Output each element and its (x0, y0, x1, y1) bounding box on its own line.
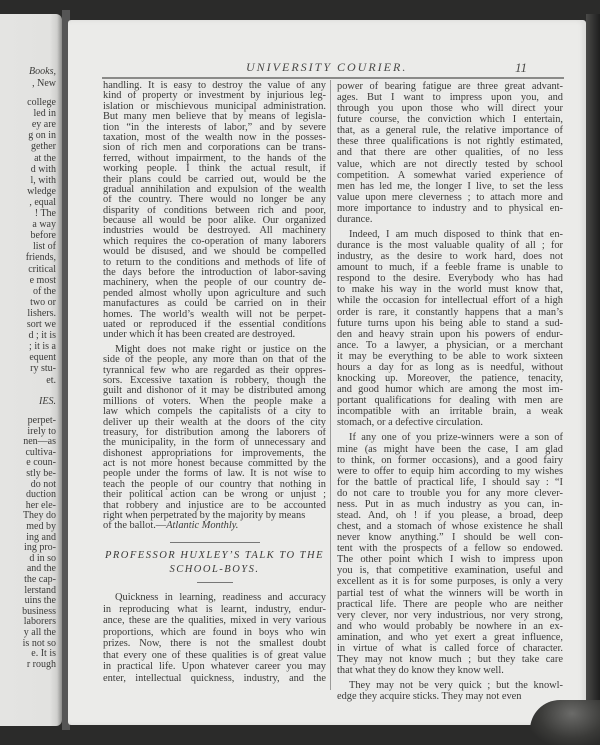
facing-page-text: e. It is (31, 648, 56, 660)
header-rule (102, 77, 564, 79)
text-line: and that there are other qualities, of no less (337, 147, 563, 159)
text-line: it may be everything to be able to work sixteen (337, 350, 563, 362)
facing-page-text: sort we (26, 319, 56, 330)
facing-page-text: g on in (28, 130, 56, 142)
text-line: more importance to industry and to physical en- (337, 202, 563, 214)
column-divider (330, 80, 331, 690)
text-line: ance. To a lawyer, a physician, or a merchant (337, 339, 563, 351)
text-line: very clever, nor very industrious, nor very strong, (337, 609, 563, 621)
text-line: Indeed, I am much disposed to think that en- (349, 229, 563, 241)
text-line: value upon mere cleverness ; to attach more and (337, 191, 563, 203)
facing-page-text: Books, (29, 66, 56, 77)
text-line: would be disused, and we should be compelled (103, 247, 326, 258)
text-line: guilt and dishonor of it may be distributed among (103, 386, 326, 397)
text-line: respond to the desire. Everybody who has had (337, 273, 563, 285)
facing-page-text: ; it is a (29, 341, 56, 353)
title-rule (197, 582, 233, 583)
facing-page-text: is not so (22, 637, 56, 649)
facing-page-text: laborers (23, 616, 56, 628)
facing-page-text: two or (30, 296, 56, 308)
text-line: that, as a general rule, the relative importance of (337, 125, 563, 137)
text-line: value, which are not directly tested by school (337, 158, 563, 170)
facing-page-text: d with (30, 163, 56, 175)
text-line: never know anything.” I should be well con- (337, 532, 563, 544)
text-line: tyrannical few who are regarded as their oppres- (103, 365, 326, 376)
text-line: their political action can be wrong or unjust ; (103, 490, 326, 501)
text-line: dishonest appropriations for improvements, the (103, 448, 326, 459)
facing-page-text: a way (32, 219, 56, 231)
text-line: ance, these are the qualities, mixed in very various (103, 615, 326, 626)
facing-page-text: wledge (27, 185, 56, 197)
text-line: that every one of these qualities is of great value (103, 649, 326, 661)
text-line: Quickness in learning, readiness and accuracy (115, 592, 326, 603)
text-line: act is not more honest because committed by the (103, 459, 326, 470)
text-line: teach the people of our country that nothing in (103, 479, 326, 490)
text-line: The other point which I wish to impress upon (337, 554, 563, 566)
text-line: in reproducing what is learnt, industry, endur- (103, 603, 326, 615)
text-line: durance is the most valuable quality of all ; for (337, 240, 563, 252)
text-line: while the occasion for intellectual effort of a high (337, 295, 563, 307)
text-line: prizes. Now, there is not the smallest doubt (103, 638, 326, 649)
text-line: incompatible with an irritable brain, a weak (337, 406, 563, 418)
text-line: Might does not make right or justice on the (115, 344, 326, 355)
text-line: industry, as the desire to work hard, does not (337, 251, 563, 263)
text-line: But many men believe that by means of legisla- (103, 112, 326, 123)
text-line: edge they acquire sticks. They may not even (337, 691, 522, 703)
text-line: ness. Put in as much industry as you can, in- (337, 498, 563, 510)
text-line: future turns upon his being able to stand a sud- (337, 317, 563, 329)
facing-page-text: ey are (31, 119, 56, 131)
facing-page-text: d in so (29, 552, 56, 564)
facing-page-text: e coun- (26, 457, 56, 469)
text-line: proportions, which are found in boys who win (103, 626, 326, 638)
text-line: tent with the prospects of a fellow so endowed. (337, 543, 563, 555)
text-line: treasury, for distribution among the laborers of (103, 427, 326, 438)
text-line: ages. But I want to impress upon you, and (337, 92, 563, 104)
facing-page-text: led in (33, 108, 56, 120)
section-rule (170, 542, 260, 543)
text-line: for the battle of practical life, I should say : “I (337, 476, 563, 488)
closing-text: of the ballot.— (103, 521, 167, 532)
text-line: do not care to trouble you for any more clever- (337, 487, 563, 499)
text-line: knocking up. Moreover, the patience, tenacity, (337, 373, 563, 385)
facing-page-text: her ele- (25, 499, 56, 511)
facing-page-text: , equal (29, 196, 56, 208)
text-line: taxation, most of the wealth now in the posses- (103, 132, 326, 143)
facing-page-text: friends, (25, 252, 56, 264)
text-line: mine (as might have been the case, I am glad (337, 443, 563, 455)
text-line: that robbery and injustice are to be accounted (103, 500, 326, 511)
text-line: durance. (337, 213, 373, 225)
facing-page-text: do not (30, 478, 56, 490)
article-body (103, 592, 326, 684)
text-line: portant qualifications for dealing with men are (337, 395, 563, 407)
facing-page-text: They do (22, 510, 56, 522)
facing-page-text: ing pro- (24, 542, 56, 554)
running-header-title: UNIVERSITY COURIER. (246, 60, 408, 74)
text-line: in virtue of what is called force of character. (337, 642, 563, 654)
text-line: and who would probably be nowhere in an ex- (337, 620, 563, 632)
text-line: of the country. There would no longer be any (103, 195, 326, 206)
text-line: stomach, or a defective circulation. (337, 417, 483, 429)
facing-page-text: gether (31, 141, 56, 153)
facing-page-text: duction (26, 489, 56, 501)
text-line: They may not know much ; but they take care (337, 653, 563, 665)
text-line: to return to the conditions and methods of life of (103, 257, 326, 268)
column-left (103, 81, 326, 532)
facing-page-text: lerstand (24, 584, 56, 596)
text-line: industries would be destroyed. All machinery (103, 226, 326, 237)
facing-page-text: the cap- (24, 574, 56, 585)
facing-page-text: business (22, 605, 56, 617)
text-line: order is rare, it constantly happens that a man’s (337, 306, 563, 318)
text-line: and good humor which are among the most im- (337, 384, 563, 396)
facing-page-text: at the (34, 152, 56, 164)
facing-page-text: list of (32, 241, 56, 253)
text-line: working people. I think the actual result, if (103, 164, 326, 175)
facing-page-text: uins the (24, 595, 56, 607)
text-line: sors. Excessive taxation is robbery, though the (103, 375, 326, 386)
facing-page (0, 14, 62, 726)
text-line: chest, and a stomach of whose existence he shall (337, 521, 563, 533)
facing-page-text: stly be- (26, 468, 56, 479)
text-line: to make his way in the world must know that, (337, 284, 563, 296)
text-line: enter, intellectual quickness, industry, and the (103, 672, 326, 684)
text-line: hours a day for as long as is needful, without (337, 361, 563, 373)
text-line: the municipality, in the form of unnecessary and (103, 438, 326, 449)
page-number: 11 (515, 60, 528, 75)
column-right (337, 81, 563, 702)
text-line: handling. It is easy to destroy the value of any (103, 81, 326, 91)
facing-page-text: IES. (39, 396, 56, 407)
facing-page-text: d ; it is (28, 330, 56, 342)
text-line: den and heavy strain upon his powers of endur- (337, 328, 563, 340)
facing-page-text: ing and (26, 531, 56, 543)
text-line: millions of voters. When the people make a (103, 396, 326, 407)
text-line: sion of rich men and corporations can be trans- (103, 143, 326, 154)
facing-page-text: e most (29, 274, 56, 286)
text-line: tion “in the interests of labor,” and by severe (103, 122, 326, 133)
facing-page-text: et. (46, 374, 56, 386)
text-line: manufactures as could be carried on in their (103, 299, 326, 310)
facing-page-text: before (30, 230, 56, 242)
facing-page-text: med by (26, 521, 56, 532)
closing-line (103, 521, 326, 531)
thumb-shadow (530, 700, 600, 745)
facing-page-text: r rough (26, 658, 56, 670)
facing-page-text: college (27, 97, 56, 108)
text-line: competition. A somewhat varied experience of (337, 169, 563, 181)
facing-page-text: , New (32, 78, 56, 89)
text-line: the days before the introduction of labor-saving (103, 268, 326, 279)
text-line: to think, on former occasions), and a good fairy (337, 454, 563, 466)
facing-page-text: lishers. (27, 307, 56, 319)
facing-page-text: cultiva- (25, 446, 56, 458)
facing-page-text: ! The (34, 208, 56, 219)
facing-page-text: l, with (30, 174, 56, 186)
text-line: because all would be poor alike. Our organized (103, 216, 326, 227)
text-line: which requires the co-operation of many laborers (103, 236, 326, 247)
facing-page-text: of the (32, 285, 56, 297)
text-line: homes. The world’s wealth will not be perpet- (103, 309, 326, 320)
facing-page-text: ry stu- (30, 363, 56, 375)
facing-page-text: perpet- (27, 415, 56, 426)
text-line: disparity of conditions between rich and poor, (103, 205, 326, 216)
text-line: partial test of what the winners will be worth in (337, 587, 563, 599)
source-citation: Atlantic Monthly. (166, 521, 239, 532)
text-line: law which compels the capitalists of a city to (103, 407, 326, 418)
text-line: ferred, without impairment, to the hands of the (103, 153, 326, 164)
text-line: power of bearing fatigue are three great advant- (337, 81, 563, 92)
text-line: through you upon those who will direct your (337, 103, 563, 115)
text-line: pended almost wholly upon agriculture and such (103, 288, 326, 299)
text-line: stead. And, oh ! if you please, a broad, deep (337, 509, 563, 521)
article-title-line2: SCHOOL-BOYS. (169, 564, 260, 575)
text-line: islation or mischievous municipal administration. (103, 101, 326, 112)
text-line: that what they do know they know well. (337, 665, 504, 677)
text-line: They may not be very quick ; but the knowl- (349, 680, 563, 692)
text-line: side of the people, any more than on that of the (103, 355, 326, 366)
facing-page-text: and the (26, 563, 56, 575)
facing-page-text: equent (29, 352, 56, 364)
text-line: future course, the conviction which I entertain, (337, 114, 563, 126)
text-line: their plans could be carried out, would be the (103, 174, 326, 185)
text-line: kind of property or investment by injurious leg- (103, 91, 326, 102)
text-line: practical life. There are people who are neither (337, 598, 563, 610)
facing-page-text: y all the (23, 627, 56, 638)
page-edge (586, 14, 600, 730)
text-line: you is, that competitive examination, useful and (337, 565, 563, 577)
text-line: gradual annihilation and expulsion of the wealth (103, 184, 326, 195)
text-line: amount to much, if a feeble frame is unable to (337, 262, 563, 274)
text-line: right when perpetrated by the majority by means (103, 511, 306, 522)
text-line: machinery, when the people of our country de- (103, 278, 326, 289)
text-line: uated or reproduced if the essential conditions (103, 319, 326, 330)
text-line: in practical life. Upon whatever career you may (103, 661, 326, 672)
facing-page-text: critical (28, 263, 56, 275)
text-line: people under the forms of law. It is not wise to (103, 469, 326, 480)
article-title-line1: PROFESSOR HUXLEY’S TALK TO THE (104, 550, 325, 561)
text-line: excellent as it is for some purposes, is only a very (337, 576, 563, 588)
text-line: under which it has been created are destroyed. (103, 330, 296, 341)
text-line: amination, and who yet exert a great influence, (337, 631, 563, 643)
facing-page-text: nen—as (23, 436, 56, 448)
text-line: If any one of you prize-winners were a son of (349, 432, 563, 444)
text-line: these three qualifications is not rightly estimated, (337, 136, 563, 148)
text-line: were to offer to equip him according to my wishes (337, 465, 563, 477)
facing-page-text: irely to (27, 425, 56, 437)
text-line: men has led me, the longer I live, to set the less (337, 180, 563, 192)
text-line: deliver up their wealth at the doors of the city (103, 417, 326, 428)
